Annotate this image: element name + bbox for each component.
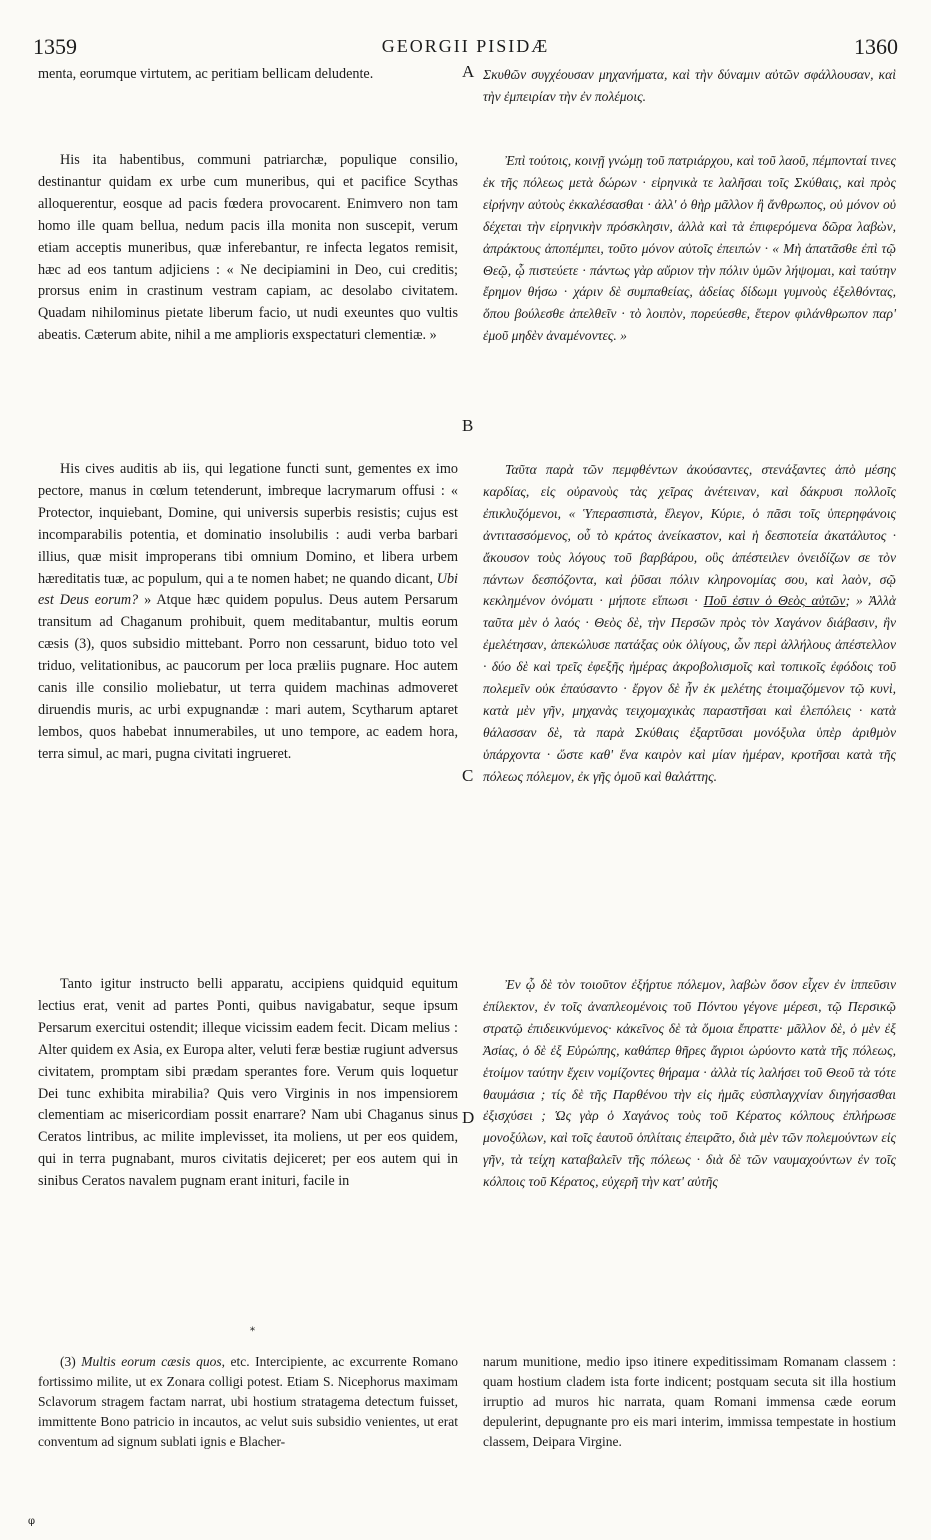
latin-quotation: Ubi est Deus eorum? <box>38 570 458 609</box>
footnote-lemma: Multis eorum cæsis quos <box>81 1354 222 1369</box>
footnote-left: (3) Multis eorum cæsis quos, etc. Intercipiente, ac excurrente Romano fortissimo milite, ut ex Zonara colligi potest. Etiam S. Nicephorus maximam Sclavorum stragem factam narrat, ubi hostium stratagema detectum fuisset, immittente Bono patricio in incautos, ac velut suis subsidio venientes, ut erat conventum ad signum sublati ignis e Blacher- <box>38 1354 458 1449</box>
greek-paragraph-0: Σκυθῶν συγχέουσαν μηχανήματα, καὶ τὴν δύναμιν αὐτῶν σφάλλουσαν, καὶ τὴν ἐμπειρίαν τὴν ἐν πολέμοις. <box>483 67 896 104</box>
margin-letter-a: A <box>462 62 475 81</box>
greek-paragraph-1: Ἐπὶ τούτοις, κοινῇ γνώμῃ τοῦ πατριάρχου, καὶ τοῦ λαοῦ, πέμπονταί τινες ἐκ τῆς πόλεως μετὰ δώρων · εἰρηνικὰ τε λαλῆσαι τοῖς Σκύθαις, καὶ πρὸς εἰρήνην αὐτοὺς ἐκκαλέσασθαι · ἀλλ' ὁ θὴρ μᾶλλον ἢ ἄνθρωπος, οὐ μόνον οὐ δέχεται τὴν εἰρηνικὴν πρόσκλησιν, ἀλλὰ καὶ τὰ ἐπιφερόμενα δῶρα λαβὼν, ἀπράκτους ἀποπέμπει, τοῦτο μόνον αὐτοῖς ἐπειπών · « Μὴ ἀπατᾶσθε ἐπὶ τῷ Θεῷ, ᾧ πιστεύετε · πάντως γὰρ αὔριον τὴν πόλιν ὑμῶν λήψομαι, καὶ ταύτην ἔρημον θήσω · χάριν δὲ συμπαθείας, ἀδείας δίδωμι γυμνοὺς ἐξελθόντας, ὅπου βούλεσθε ἀπελθεῖν · τὸ λοιπὸν, πορεύεσθε, ἕτερον φιλάνθρωπον παρ' ἐμοῦ μηδὲν ἀναμένοντες. » <box>483 153 896 344</box>
separator-star: * <box>250 1326 255 1337</box>
latin-paragraph-0: menta, eorumque virtutem, ac peritiam bellicam deludente. <box>38 66 374 82</box>
margin-letter-d: D <box>462 1108 475 1127</box>
latin-paragraph-1: His ita habentibus, communi patriarchæ, populique consilio, destinantur quidam ex urbe cum muneribus, qui et pacifice Scythas alloquerentur, eosque ad pacis fœdera provocarent. Enimvero non tam homo ille quam bellua, nedum pacis illa monita non suscepit, verum etiam acceptis muneribus, quæ inferebantur, re infecta legatos remisit, hæc ad eos tantum adjiciens : « Ne decipiamini in Deo, cui creditis; prorsus enim in crastinum vestram capiam, ac desolabo civitatem. Quadam nihilominus pietate liberum facio, ut nudi exeuntes quo vultis abeatis. Cæterum abite, nihil a me amplioris exspectaturi clementiæ. » <box>38 152 458 344</box>
greek-paragraph-2: Ταῦτα παρὰ τῶν πεμφθέντων ἀκούσαντες, στενάξαντες ἀπὸ μέσης καρδίας, εἰς οὐρανοὺς τὰς χεῖρας ἀνέτειναν, καὶ δάκρυσι πολλοῖς ἐπικλυζόμενοι, « Ὑπερασπιστὰ, ἔλεγον, Κύριε, ὁ πᾶσι τοῖς ὑπερηφάνοις ἀντιτασσόμενος, οὗ τὸ κράτος ἀνείκαστον, καὶ ἡ δεσποτεία ἀκατάλυτος · ἄκουσον τοὺς λόγους τοῦ βαρβάρου, οὓς ἀπέστειλεν ὀνειδίζων σε τὸν πάντων δεσπόζοντα, καὶ ῥῦσαι πόλιν κληρονομίας σου, καὶ λαὸν, σῷ κεκλημένον ὀνόματι · μήποτε εἴπωσι · Ποῦ ἐστιν ὁ Θεὸς αὐτῶν; » Ἀλλὰ ταῦτα μὲν ὁ λαός · Θεὸς δὲ, τὴν Περσῶν πρὸς τὸν Χαγάνον διάβασιν, ἣν ἐμελέτησαν, ἀπεκώλυσε πατάξας οὐκ ὀλίγους, ὧν περὶ ἀλλήλους ἀπέστελλον · δύο δὲ καὶ τρεῖς ἐφεξῆς ἡμέρας ἀκροβολισμοῖς καὶ τοπικοῖς ἐφόδοις τοῦ πολεμεῖν οὐκ ἐπαύσαντο · ἔργον δὲ ἦν ἐκ μελέτης ἑτοιμαζόμενον τῷ κυνὶ, κατὰ μὲν γῆν, μηχανὰς τειχομαχικὰς παραστῆσαι καὶ ἑλεπόλεις · κατὰ θάλασσαν δὲ, τὰ παρὰ Σκύθαις ἐξαρτῦσαι μονόξυλα ὑπὲρ ἀριθμὸν ὑπάρχοντα · ὥστε καθ' ἕνα καιρὸν καὶ μίαν ἡμέραν, κροτῆσαι κατὰ τῆς πόλεως πόλεμον, ἐκ γῆς ὁμοῦ καὶ θαλάττης. <box>483 462 897 784</box>
footnote-right: narum munitione, medio ipso itinere expeditissimam Romanam classem : quam hostium cladem ista forte indicent; postquam secuta sit illa hostium irruptio ad muros hic narrata, quam Romani immensa cæde eorum depulerint, depugnante pro eis mari interim, immissa tempestate in hostium classem, Deipara Virgine. <box>483 1354 896 1449</box>
greek-paragraph-3: Ἐν ᾧ δὲ τὸν τοιοῦτον ἐξήρτυε πόλεμον, λαβὼν ὅσον εἶχεν ἐν ἱππεῦσιν ἐπίλεκτον, ἐν τοῖς ἀναπλεομένοις τοῦ Πόντου γέγονε μέρεσι, τῷ Περσικῷ στρατῷ ἐπιδεικνύμενος· κἀκεῖνος δὲ τὰ ὅμοια ἔπραττε· μᾶλλον δὲ, ὁ μὲν ἐξ Ἀσίας, ὁ δὲ ἐξ Εὐρώπης, καθάπερ θῆρες ἄγριοι ὠρύοντο κατὰ τῆς πόλεως, ἑτοίμον ταύτην ἔχειν νομίζοντες θήραμα · ἀλλὰ τίς λαλήσει τοῦ Θεοῦ τὰ τότε θαυμάσια ; τίς δὲ τῆς Παρθένου τὴν εἰς ἡμᾶς εὐσπλαγχνίαν διηγήσασθαι ἐξισχύσει ; Ὡς γὰρ ὁ Χαγάνος τοὺς τοῦ Κέρατος κόλπους ἐπλήρωσε μονοξύλων, καὶ τοῖς ἑαυτοῦ ὁπλίταις ἐπειρᾶτο, διὰ μὲν τῶν πολεμούντων εἰς γῆν, τὰ τείχη καταβαλεῖν τῆς πόλεως · διὰ δὲ τῶν ναυμαχούντων ἐν τοῖς κόλποις τοῦ Κέρατος, εὐχερῆ τὴν κατ' αὐτῆς <box>483 977 896 1190</box>
latin-paragraph-2: His cives auditis ab iis, qui legatione functi sunt, gementes ex imo pectore, manus in cœlum tetenderunt, imbreque lacrymarum offusi : « Protector, inquiebant, Domine, qui universis superbis resistis; cujus est incomparabilis potentia, et dominatio insolubilis : audi verba barbari illius, quæ misit improperans tibi omnium Domino, et libera urbem hæreditatis tuæ, ac populum, qui a te nomen habet; ne quando dicant, Ubi est Deus eorum? » Atque hæc quidem populus. Deus autem Persarum transitum ad Chaganum prohibuit, quem meditabantur, multis eorum cæsis (3), quos subsidio mittebant. Porro non cessarunt, biduo toto vel triduo, velitationibus, ac paucorum per loca præliis pugnare. Hoc autem canis ille consilio moliebatur, ut terra quidem machinas admoveret diruendis muris, ac urbi expugnandæ : mari autem, Scytharum aptaret lembos, quos habebat innumerabiles, ut uno tempore, ac eadem hora, terra simul, ac mari, pugna civitati ingrueret. <box>38 461 458 762</box>
margin-letter-b: B <box>462 416 474 435</box>
greek-quotation: Ποῦ ἐστιν ὁ Θεὸς αὐτῶν <box>703 593 846 609</box>
margin-letter-c: C <box>462 766 474 785</box>
latin-paragraph-3: Tanto igitur instructo belli apparatu, accipiens quidquid equitum lectius erat, venit ad partes Ponti, quibus navigabatur, seque ipsum Persarum exercitui ostendit; illeque vicissim eadem fecit. Dicam melius : Alter quidem ex Asia, ex Europa alter, veluti feræ bestiæ rugiunt adversus civitatem, promptam sibi prædam sperantes fore. Verum quis loquetur Dei tunc exhibita mirabilia? Quis vero Virginis in nos impensiorem clementiam ac misericordiam possit enarrare? Nam ubi Chaganus sinus Ceratos lintribus, ac milite implevisset, ita moliens, ut per eos quidem, qui in terra pugnabant, muros civitatis dejiceret; per eos autem qui in sinibus Ceratos navalem pugnam erant inituri, facile in <box>38 976 458 1190</box>
page-mark: φ <box>28 1516 36 1527</box>
left-page-number: 1359 <box>33 34 77 59</box>
running-title: GEORGII PISIDÆ <box>381 36 550 56</box>
right-page-number: 1360 <box>854 34 898 59</box>
